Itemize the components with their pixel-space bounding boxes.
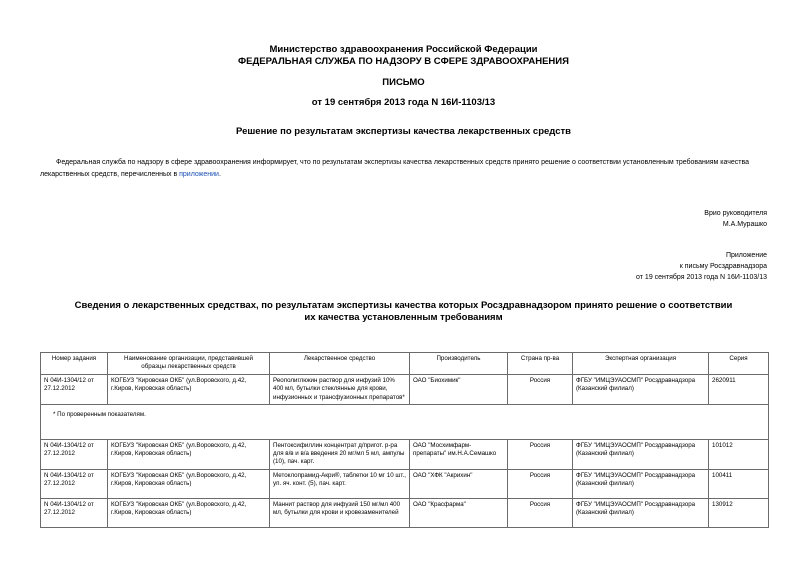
cell-task: N 04И-1304/12 от 27.12.2012 — [41, 375, 108, 405]
cell-drug: Метоклопрамид-Акри®, таблетки 10 мг 10 шт., уп. яч. конт. (5), пач. карт. — [270, 469, 410, 498]
service-name: ФЕДЕРАЛЬНАЯ СЛУЖБА ПО НАДЗОРУ В СФЕРЕ ЗДРАВООХРАНЕНИЯ — [238, 56, 569, 67]
header-series: Серия — [709, 353, 769, 375]
paragraph-text: Федеральная служба по надзору в сфере здравоохранения информирует, что по результатам экспертизы качества лекарственных средств принято решение о соответствии установленным требованиям качества лекарственных средств, перечисленных в — [40, 159, 750, 178]
header-manufacturer: Производитель — [410, 353, 508, 375]
cell-maker: ОАО "ХФК "Акрихин" — [410, 469, 508, 498]
signature-block — [704, 208, 767, 230]
ministry-name: Министерство здравоохранения Российской Федерации — [269, 44, 538, 55]
cell-series: 100411 — [709, 469, 769, 498]
appendix-ref-line3: от 19 сентября 2013 года N 16И-1103/13 — [636, 274, 767, 281]
cell-country: Россия — [508, 375, 573, 405]
paragraph-end: . — [218, 171, 221, 178]
cell-task: N 04И-1304/12 от 27.12.2012 — [41, 498, 108, 527]
signature-name: М.А.Мурашко — [722, 221, 767, 228]
cell-country: Россия — [508, 498, 573, 527]
appendix-ref-line1: Приложение — [725, 252, 767, 259]
appendix-reference — [636, 250, 767, 283]
cell-expert: ФГБУ "ИМЦЭУАОСМП" Росздравнадзора (Казанский филиал) — [573, 375, 709, 405]
cell-org: КОГБУЗ "Кировская ОКБ" (ул.Воровского, д.42, г.Киров, Кировская область) — [108, 375, 270, 405]
cell-drug: Маннит раствор для инфузий 150 мг/мл 400 мл, бутылки для крови и кровезаменителей — [270, 498, 410, 527]
header-task-number: Номер задания — [41, 353, 108, 375]
cell-org: КОГБУЗ "Кировская ОКБ" (ул.Воровского, д.42, г.Киров, Кировская область) — [108, 498, 270, 527]
header-expert-org: Экспертная организация — [573, 353, 709, 375]
cell-task: N 04И-1304/12 от 27.12.2012 — [41, 469, 108, 498]
cell-country: Россия — [508, 439, 573, 469]
cell-drug: Реополиглюкин раствор для инфузий 10% 400 мл, бутылки стеклянные для крови, инфузионных и трансфузионных препаратов* — [270, 375, 410, 405]
table-row — [41, 439, 769, 469]
document-subject: Решение по результатам экспертизы качества лекарственных средств — [236, 126, 571, 137]
document-type: ПИСЬМО — [382, 77, 425, 88]
table-footnote-row — [41, 404, 769, 439]
document-date: от 19 сентября 2013 года N 16И-1103/13 — [311, 97, 496, 108]
cell-country: Россия — [508, 469, 573, 498]
cell-org: КОГБУЗ "Кировская ОКБ" (ул.Воровского, д.42, г.Киров, Кировская область) — [108, 439, 270, 469]
cell-org: КОГБУЗ "Кировская ОКБ" (ул.Воровского, д.42, г.Киров, Кировская область) — [108, 469, 270, 498]
body-paragraph — [40, 157, 768, 181]
cell-series: 2620911 — [709, 375, 769, 405]
appendix-ref-line2: к письму Росздравнадзора — [679, 263, 767, 270]
cell-expert: ФГБУ "ИМЦЭУАОСМП" Росздравнадзора (Казанский филиал) — [573, 498, 709, 527]
signature-position: Врио руководителя — [704, 210, 767, 217]
appendix-title: Сведения о лекарственных средствах, по результатам экспертизы качества которых Росздравнадзором принято решение о соответствии их качества установленным требованиям — [74, 300, 733, 323]
header-organization: Наименование организации, представившей образцы лекарственных средств — [108, 353, 270, 375]
table-row — [41, 375, 769, 405]
cell-maker: ОАО "Мосхимфарм-препараты" им.Н.А.Семашко — [410, 439, 508, 469]
header-country: Страна пр-ва — [508, 353, 573, 375]
drug-table — [40, 352, 769, 528]
table-header-row — [41, 353, 769, 375]
table-footnote: * По проверенным показателям. — [41, 404, 769, 439]
cell-maker: ОАО "Красфарма" — [410, 498, 508, 527]
cell-maker: ОАО "Биохимик" — [410, 375, 508, 405]
cell-task: N 04И-1304/12 от 27.12.2012 — [41, 439, 108, 469]
cell-expert: ФГБУ "ИМЦЭУАОСМП" Росздравнадзора (Казанский филиал) — [573, 439, 709, 469]
appendix-link[interactable]: приложении — [179, 171, 219, 178]
table-row — [41, 469, 769, 498]
header-drug: Лекарственное средство — [270, 353, 410, 375]
cell-drug: Пентоксифиллин концентрат д/пригот. р-ра для в/в и в/а введения 20 мг/мл 5 мл, ампулы (10), пач. карт. — [270, 439, 410, 469]
cell-expert: ФГБУ "ИМЦЭУАОСМП" Росздравнадзора (Казанский филиал) — [573, 469, 709, 498]
cell-series: 101012 — [709, 439, 769, 469]
table-row — [41, 498, 769, 527]
cell-series: 130912 — [709, 498, 769, 527]
